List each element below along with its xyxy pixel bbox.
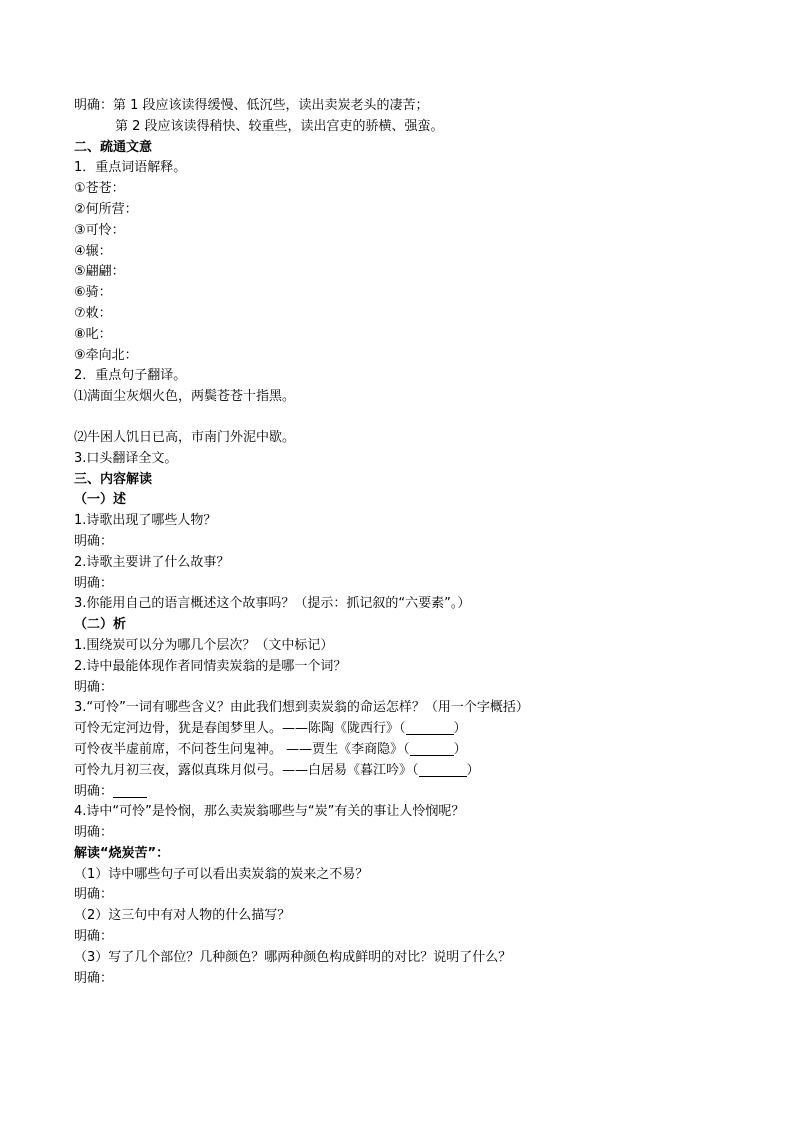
reading-heading: 解读“烧炭苦”： <box>74 845 170 861</box>
answer-label: 明确： <box>74 929 114 945</box>
vocab-item: ①苍苍： <box>74 181 125 197</box>
poem-text: 可怜夜半虚前席，不问苍生问鬼神。 ——贾生《李商隐》（ <box>74 741 410 757</box>
poem-line-2 <box>74 740 734 761</box>
poem-line-1 <box>74 719 734 740</box>
answer-reading-2: 第 2 段应该读得稍快、较重些，读出宫吏的骄横、强蛮。 <box>115 118 444 134</box>
reading-question-2: （2）这三句中有对人物的什么描写？ <box>74 908 291 924</box>
analysis-question-4: 4.诗中“可怜”是怜悯，那么卖炭翁哪些与“炭”有关的事让人怜悯呢？ <box>74 804 465 820</box>
vocab-item: ④辗： <box>74 243 112 259</box>
sentence-title: 2．重点句子翻译。 <box>74 368 187 384</box>
answer-label: 明确： <box>74 970 114 986</box>
answer-label: 明确： <box>74 575 114 591</box>
vocab-item: ⑦敕： <box>74 305 112 321</box>
section-heading-3: 三、内容解读 <box>74 471 153 487</box>
vocab-item: ⑥骑： <box>74 285 112 301</box>
section-heading-2: 二、疏通文意 <box>74 139 153 155</box>
part-heading-describe: （一）述 <box>74 492 127 508</box>
reading-question-3: （3）写了几个部位？几种颜色？哪两种颜色构成鲜明的对比？说明了什么？ <box>74 949 512 965</box>
document-content <box>74 96 734 989</box>
answer-with-blank <box>74 782 734 803</box>
answer-label: 明确： <box>74 533 114 549</box>
question-2: 2.诗歌主要讲了什么故事？ <box>74 554 230 570</box>
part-heading-analyze: （二）析 <box>74 617 127 633</box>
analysis-question-1: 1.围绕炭可以分为哪几个层次？（文中标记） <box>74 637 334 653</box>
vocab-item: ⑧叱： <box>74 326 112 342</box>
answer-space <box>74 408 734 428</box>
analysis-question-3: 3.“可怜”一词有哪些含义？由此我们想到卖炭翁的命运怎样？（用一个字概括） <box>74 700 529 716</box>
close-paren: ） <box>453 741 467 757</box>
sentence-1: ⑴满面尘灰烟火色，两鬓苍苍十指黑。 <box>74 389 296 405</box>
answer-reading-1: 明确：第 1 段应该读得缓慢、低沉些，读出卖炭老头的凄苦； <box>74 98 429 113</box>
poem-line-3 <box>74 761 734 782</box>
answer-label: 明确： <box>74 887 114 903</box>
close-paren: ） <box>453 721 467 737</box>
answer-label: 明确： <box>74 783 114 799</box>
vocab-item: ⑤翩翩： <box>74 264 125 280</box>
question-3: 3.你能用自己的语言概述这个故事吗？（提示：抓记叙的“六要素”。） <box>74 596 471 612</box>
fill-blank[interactable] <box>406 720 454 735</box>
vocab-title: 1．重点词语解释。 <box>74 160 187 176</box>
answer-label: 明确： <box>74 825 114 841</box>
analysis-question-2: 2.诗中最能体现作者同情卖炭翁的是哪一个词？ <box>74 658 347 674</box>
poem-text: 可怜九月初三夜，露似真珠月似弓。——白居易《暮江吟》（ <box>74 762 419 778</box>
fill-blank[interactable] <box>113 783 147 798</box>
poem-text: 可怜无定河边骨，犹是春闺梦里人。——陈陶《陇西行》（ <box>74 721 406 737</box>
sentence-2: ⑵牛困人饥日已高，市南门外泥中歇。 <box>74 429 296 445</box>
vocab-item: ②何所营： <box>74 201 138 217</box>
vocab-item: ③可怜： <box>74 222 125 238</box>
vocab-item: ⑨牵向北： <box>74 347 138 363</box>
close-paren: ） <box>466 762 480 778</box>
fill-blank[interactable] <box>410 741 454 756</box>
reading-question-1: （1）诗中哪些句子可以看出卖炭翁的炭来之不易？ <box>74 866 369 882</box>
translation-task: 3.口头翻译全文。 <box>74 450 178 466</box>
answer-label: 明确： <box>74 679 114 695</box>
question-1: 1.诗歌出现了哪些人物？ <box>74 513 217 529</box>
fill-blank[interactable] <box>419 762 467 777</box>
